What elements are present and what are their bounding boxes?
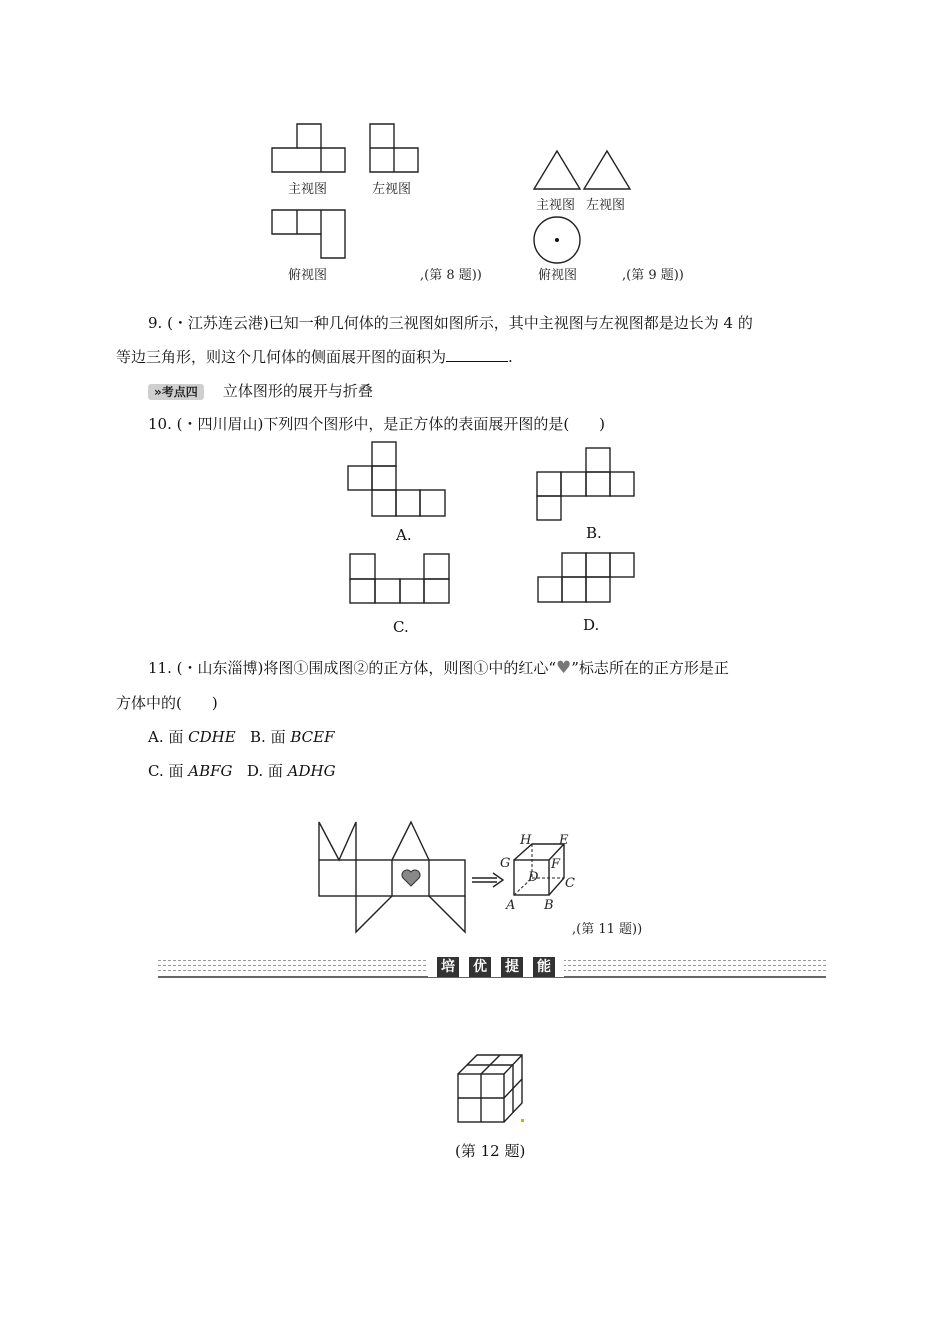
fig8-front-label: 主视图 — [288, 182, 328, 197]
q10-label-b: B. — [586, 524, 602, 542]
q10-label-d: D. — [583, 616, 600, 634]
banner-char: 优 — [469, 957, 491, 977]
q11-line2: 方体中的( ) — [116, 694, 218, 712]
banner-char: 能 — [533, 957, 555, 977]
cube-label-c: C — [565, 876, 575, 891]
banner-char: 提 — [501, 957, 523, 977]
option-d-key: D. 面 — [246, 762, 283, 780]
option-c: ABFG — [188, 762, 233, 780]
fig9-left-label: 左视图 — [586, 198, 626, 213]
option-b-key: B. 面 — [250, 728, 286, 746]
fig9-top-label: 俯视图 — [538, 268, 578, 283]
q9-line1: 9. (・江苏连云港)已知一种几何体的三视图如图所示，其中主视图与左视图都是边长为 4 的 — [148, 314, 753, 332]
fig9-caption: ,(第 9 题)) — [622, 268, 684, 283]
q9-line2-text: 等边三角形，则这个几何体的侧面展开图的面积为 — [116, 348, 447, 366]
cube-label-h: H — [520, 833, 532, 848]
option-b: BCEF — [290, 728, 335, 746]
q10-label-a: A. — [396, 526, 412, 544]
cube-label-e: E — [559, 833, 569, 848]
q9-line2-end: . — [508, 348, 513, 366]
section-badge-text: 考点四 — [161, 385, 198, 399]
fig8-caption: ,(第 8 题)) — [420, 268, 482, 283]
section-title: 立体图形的展开与折叠 — [222, 382, 373, 400]
fig12-caption: (第 12 题) — [455, 1142, 526, 1160]
q11-line1-text: 11. (・山东淄博)将图①围成图②的正方体，则图①中的红心“ — [148, 659, 556, 677]
option-a: CDHE — [188, 728, 236, 746]
fig8-top-label: 俯视图 — [288, 268, 328, 283]
option-d: ADHG — [287, 762, 336, 780]
banner-char: 培 — [437, 957, 459, 977]
section-badge: »考点四 — [148, 384, 204, 400]
fig11-caption: ,(第 11 题)) — [572, 922, 643, 937]
cube-label-g: G — [500, 856, 511, 871]
q10-text: 10. (・四川眉山)下列四个图形中，是正方体的表面展开图的是( ) — [148, 415, 606, 433]
option-c-key: C. 面 — [148, 762, 184, 780]
fig8-left-label: 左视图 — [372, 182, 412, 197]
cube-label-b: B — [544, 898, 554, 913]
cube-label-a: A — [506, 898, 516, 913]
heart-icon: ♥ — [556, 658, 572, 678]
fig9-front-label: 主视图 — [536, 198, 576, 213]
q11-line1-tail: ”标志所在的正方形是正 — [571, 659, 729, 677]
q10-label-c: C. — [393, 618, 409, 636]
cube-label-d: D — [528, 870, 539, 885]
option-a-key: A. 面 — [148, 728, 184, 746]
cube-label-f: F — [551, 857, 561, 872]
